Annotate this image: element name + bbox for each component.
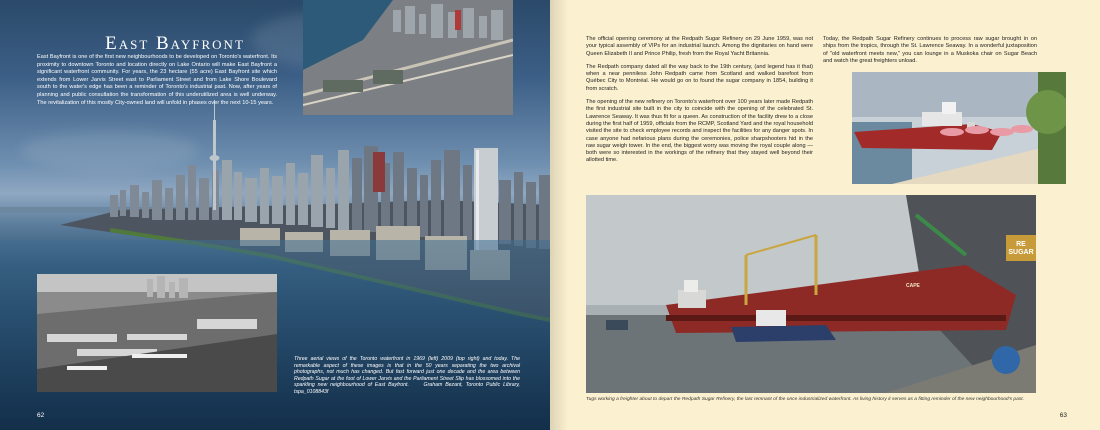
aerial-photo-2009 — [303, 0, 513, 115]
sugar-sign: RE SUGAR — [1008, 241, 1034, 256]
left-caption — [294, 356, 520, 396]
right-page — [550, 0, 1100, 430]
text-column-1 — [586, 36, 813, 171]
paragraph: The Redpath company dated all the way back to the 19th century, (and legend has it that) when a near penniless John Redpath came from Scotland and walked barefoot from Québec City to Montréal. He would go on to found the sugar company in 1854, building it from scratch. — [586, 63, 813, 92]
aerial-photo-1969 — [37, 274, 277, 392]
page-gutter — [550, 0, 568, 430]
page-number-left: 62 — [37, 412, 45, 419]
page-title: East Bayfront — [105, 33, 245, 54]
ship-name: CAPE — [906, 283, 920, 289]
paragraph: The official opening ceremony at the Redpath Sugar Refinery on 29 June 1959, was not your typical assembly of VIPs for an industrial launch. Among the dignitaries on hand were Queen Elizabeth II and Prince Philip, fresh from the Royal Yacht Britannia. — [586, 36, 813, 57]
intro-paragraph: East Bayfront is one of the first new neighbourhoods to be developed on Toronto's waterfront. Its proximity to downtown Toronto and location directly on Lake Ontario will make East Bayfront a significant waterfront community. For years, the 23 hectare (55 acre) East Bayfront site which extends from Lower Jarvis Street east to Parliament Street and from Lake Shore Boulevard south to the water's edge has been a reminder of Toronto's industrial past. Now, after years of planning and public consultation the transformation of this underutilized area is well underway. The revitalization of this mostly City-owned land will unfold in phases over the next 10-15 years. — [37, 54, 277, 106]
photo-credit: Graham Bezant, Toronto Public Library, tspa_0108843f — [294, 382, 520, 395]
paragraph: Today, the Redpath Sugar Refinery continues to process raw sugar brought in on ships from the tropics, through the St. Lawrence Seaway. In a wonderful juxtaposition of "old waterfront meets new," you can lounge in a Muskoka chair on Sugar Beach and watch the great freighters unload. — [823, 36, 1037, 64]
freighter-tugs-photo — [586, 195, 1036, 393]
paragraph: The opening of the new refinery on Toronto's waterfront over 100 years later made Redpath the first industrial site built in the city to coincide with the opening of the celebrated St. Lawrence Seaway. It was thus fit for a queen. As construction of the facility drew to a close during the first half of 1959, officials from the RCMP, Scotland Yard and the royal household visited the site to check employee records and inspect the facilities for any danger spots. In case anyone had nefarious plans during the ceremonies, police sharpshooters hid in the raw sugar weigh tower. In the end, the biggest worry was moving the royal couple along — both were so interested in the workings of the refinery that they stayed well beyond their allotted time. — [586, 99, 813, 164]
caption-text: Three aerial views of the Toronto waterfront in 1969 (left) 2009 (top right) and today. The remarkable aspect of these images is that in the 50 years separating the two archival photographs, not much has changed. But fast forward just one decade and the area between Redpath Sugar at the foot of Lower Jarvis and the Parliament Street Slip has blossomed into the sparkling new neighbourhood of East Bayfront. — [294, 356, 520, 389]
sugar-beach-photo — [852, 72, 1066, 184]
page-number-right: 63 — [1059, 412, 1067, 419]
right-caption: Tugs working a freighter about to depart the Redpath Sugar Refinery, the last remnant of the once industrialized waterfront. As living history it serves as a fitting reminder of the new neighbourhood's past. — [586, 397, 1024, 402]
text-column-2 — [823, 36, 1037, 71]
